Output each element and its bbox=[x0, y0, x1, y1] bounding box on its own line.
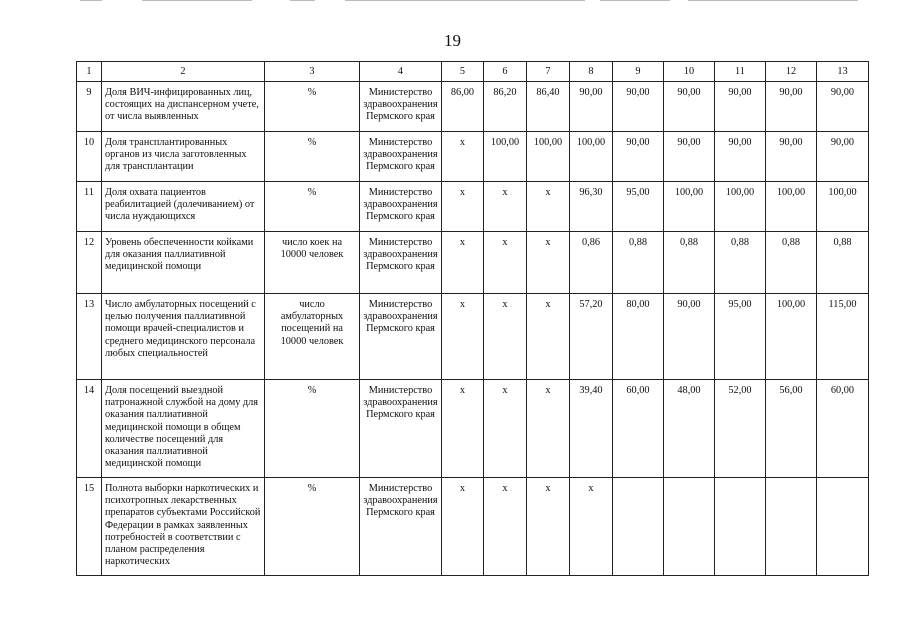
value-cell: 115,00 bbox=[817, 294, 869, 380]
value-cell: 90,00 bbox=[613, 132, 664, 182]
responsible-org: Министерство здравоохранения Пермского края bbox=[360, 82, 442, 132]
value-cell: 90,00 bbox=[664, 82, 715, 132]
value-cell: 95,00 bbox=[613, 182, 664, 232]
responsible-org: Министерство здравоохранения Пермского края bbox=[360, 380, 442, 478]
table-row bbox=[77, 294, 869, 380]
value-cell: 0,88 bbox=[613, 232, 664, 294]
value-cell: 90,00 bbox=[664, 132, 715, 182]
value-cell: 0,86 bbox=[570, 232, 613, 294]
column-header: 6 bbox=[484, 62, 527, 82]
unit-cell: % bbox=[265, 182, 360, 232]
scan-edge-line bbox=[600, 0, 670, 1]
value-cell: x bbox=[442, 232, 484, 294]
value-cell: 100,00 bbox=[817, 182, 869, 232]
value-cell: x bbox=[442, 182, 484, 232]
value-cell: 48,00 bbox=[664, 380, 715, 478]
column-header: 12 bbox=[766, 62, 817, 82]
responsible-org: Министерство здравоохранения Пермского края bbox=[360, 132, 442, 182]
value-cell: 90,00 bbox=[613, 82, 664, 132]
column-header: 9 bbox=[613, 62, 664, 82]
table-row bbox=[77, 182, 869, 232]
unit-cell: % bbox=[265, 132, 360, 182]
value-cell: 0,88 bbox=[715, 232, 766, 294]
unit-cell: число амбулаторных посещений на 10000 человек bbox=[265, 294, 360, 380]
value-cell bbox=[766, 478, 817, 576]
value-cell: 86,40 bbox=[527, 82, 570, 132]
value-cell: 100,00 bbox=[484, 132, 527, 182]
unit-cell: число коек на 10000 человек bbox=[265, 232, 360, 294]
value-cell: 100,00 bbox=[766, 182, 817, 232]
value-cell bbox=[715, 478, 766, 576]
unit-cell: % bbox=[265, 82, 360, 132]
column-header: 2 bbox=[102, 62, 265, 82]
row-number: 9 bbox=[77, 82, 102, 132]
value-cell: 90,00 bbox=[570, 82, 613, 132]
indicator-name: Доля ВИЧ-инфицированных лиц, состоящих на диспансерном учете, от числа выявленных bbox=[102, 82, 265, 132]
indicator-name: Доля посещений выездной патронажной службой на дому для оказания паллиативной медицинской помощи в общем количестве посещений для оказания паллиативной медицинской помощи bbox=[102, 380, 265, 478]
unit-cell: % bbox=[265, 380, 360, 478]
row-number: 15 bbox=[77, 478, 102, 576]
value-cell: 90,00 bbox=[664, 294, 715, 380]
value-cell: 90,00 bbox=[766, 82, 817, 132]
table-row bbox=[77, 478, 869, 576]
value-cell: 0,88 bbox=[664, 232, 715, 294]
value-cell: x bbox=[442, 132, 484, 182]
value-cell: x bbox=[484, 478, 527, 576]
row-number: 14 bbox=[77, 380, 102, 478]
value-cell bbox=[664, 478, 715, 576]
row-number: 11 bbox=[77, 182, 102, 232]
value-cell: 60,00 bbox=[817, 380, 869, 478]
scan-edge-line bbox=[80, 0, 102, 1]
indicator-name: Доля трансплантированных органов из числа заготовленных для трансплантации bbox=[102, 132, 265, 182]
header-row bbox=[77, 62, 869, 82]
value-cell: 95,00 bbox=[715, 294, 766, 380]
value-cell: 100,00 bbox=[766, 294, 817, 380]
value-cell: x bbox=[484, 182, 527, 232]
column-header: 3 bbox=[265, 62, 360, 82]
value-cell bbox=[817, 478, 869, 576]
table-body bbox=[77, 62, 869, 576]
value-cell: 100,00 bbox=[715, 182, 766, 232]
column-header: 8 bbox=[570, 62, 613, 82]
column-header: 4 bbox=[360, 62, 442, 82]
column-header: 10 bbox=[664, 62, 715, 82]
value-cell: 0,88 bbox=[817, 232, 869, 294]
value-cell: x bbox=[527, 182, 570, 232]
column-header: 7 bbox=[527, 62, 570, 82]
value-cell: 56,00 bbox=[766, 380, 817, 478]
page-number: 19 bbox=[444, 31, 461, 50]
indicator-name: Полнота выборки наркотических и психотропных лекарственных препаратов субъектами Российской Федерации в рамках заявленных потребностей в соответствии с планом распределения наркотических bbox=[102, 478, 265, 576]
table-row bbox=[77, 380, 869, 478]
value-cell: 90,00 bbox=[715, 132, 766, 182]
value-cell: x bbox=[442, 294, 484, 380]
table-row bbox=[77, 132, 869, 182]
value-cell: x bbox=[570, 478, 613, 576]
column-header: 5 bbox=[442, 62, 484, 82]
value-cell: x bbox=[442, 478, 484, 576]
value-cell: x bbox=[484, 294, 527, 380]
row-number: 12 bbox=[77, 232, 102, 294]
table-row bbox=[77, 82, 869, 132]
responsible-org: Министерство здравоохранения Пермского края bbox=[360, 478, 442, 576]
responsible-org: Министерство здравоохранения Пермского края bbox=[360, 232, 442, 294]
value-cell: 90,00 bbox=[817, 82, 869, 132]
responsible-org: Министерство здравоохранения Пермского края bbox=[360, 182, 442, 232]
value-cell: 100,00 bbox=[664, 182, 715, 232]
value-cell: 60,00 bbox=[613, 380, 664, 478]
value-cell: 39,40 bbox=[570, 380, 613, 478]
scan-edge-line bbox=[345, 0, 585, 1]
value-cell: 96,30 bbox=[570, 182, 613, 232]
value-cell: x bbox=[484, 232, 527, 294]
row-number: 10 bbox=[77, 132, 102, 182]
column-header: 13 bbox=[817, 62, 869, 82]
scan-edge-line bbox=[688, 0, 858, 1]
value-cell: 86,20 bbox=[484, 82, 527, 132]
value-cell: 0,88 bbox=[766, 232, 817, 294]
value-cell: x bbox=[442, 380, 484, 478]
value-cell: 90,00 bbox=[715, 82, 766, 132]
value-cell: 52,00 bbox=[715, 380, 766, 478]
value-cell: 86,00 bbox=[442, 82, 484, 132]
indicator-name: Доля охвата пациентов реабилитацией (долечиванием) от числа нуждающихся bbox=[102, 182, 265, 232]
value-cell bbox=[613, 478, 664, 576]
indicators-table bbox=[76, 61, 869, 576]
table-row bbox=[77, 232, 869, 294]
value-cell: 100,00 bbox=[570, 132, 613, 182]
value-cell: 80,00 bbox=[613, 294, 664, 380]
value-cell: 90,00 bbox=[766, 132, 817, 182]
value-cell: x bbox=[527, 478, 570, 576]
value-cell: x bbox=[484, 380, 527, 478]
scan-edge-line bbox=[142, 0, 252, 1]
value-cell: 57,20 bbox=[570, 294, 613, 380]
unit-cell: % bbox=[265, 478, 360, 576]
value-cell: x bbox=[527, 380, 570, 478]
value-cell: 100,00 bbox=[527, 132, 570, 182]
column-header: 1 bbox=[77, 62, 102, 82]
column-header: 11 bbox=[715, 62, 766, 82]
row-number: 13 bbox=[77, 294, 102, 380]
responsible-org: Министерство здравоохранения Пермского края bbox=[360, 294, 442, 380]
indicator-name: Число амбулаторных посещений с целью получения паллиативной помощи врачей-специалистов и среднего медицинского персонала любых специальностей bbox=[102, 294, 265, 380]
indicator-name: Уровень обеспеченности койками для оказания паллиативной медицинской помощи bbox=[102, 232, 265, 294]
scan-edge-line bbox=[290, 0, 315, 1]
value-cell: x bbox=[527, 294, 570, 380]
value-cell: 90,00 bbox=[817, 132, 869, 182]
value-cell: x bbox=[527, 232, 570, 294]
